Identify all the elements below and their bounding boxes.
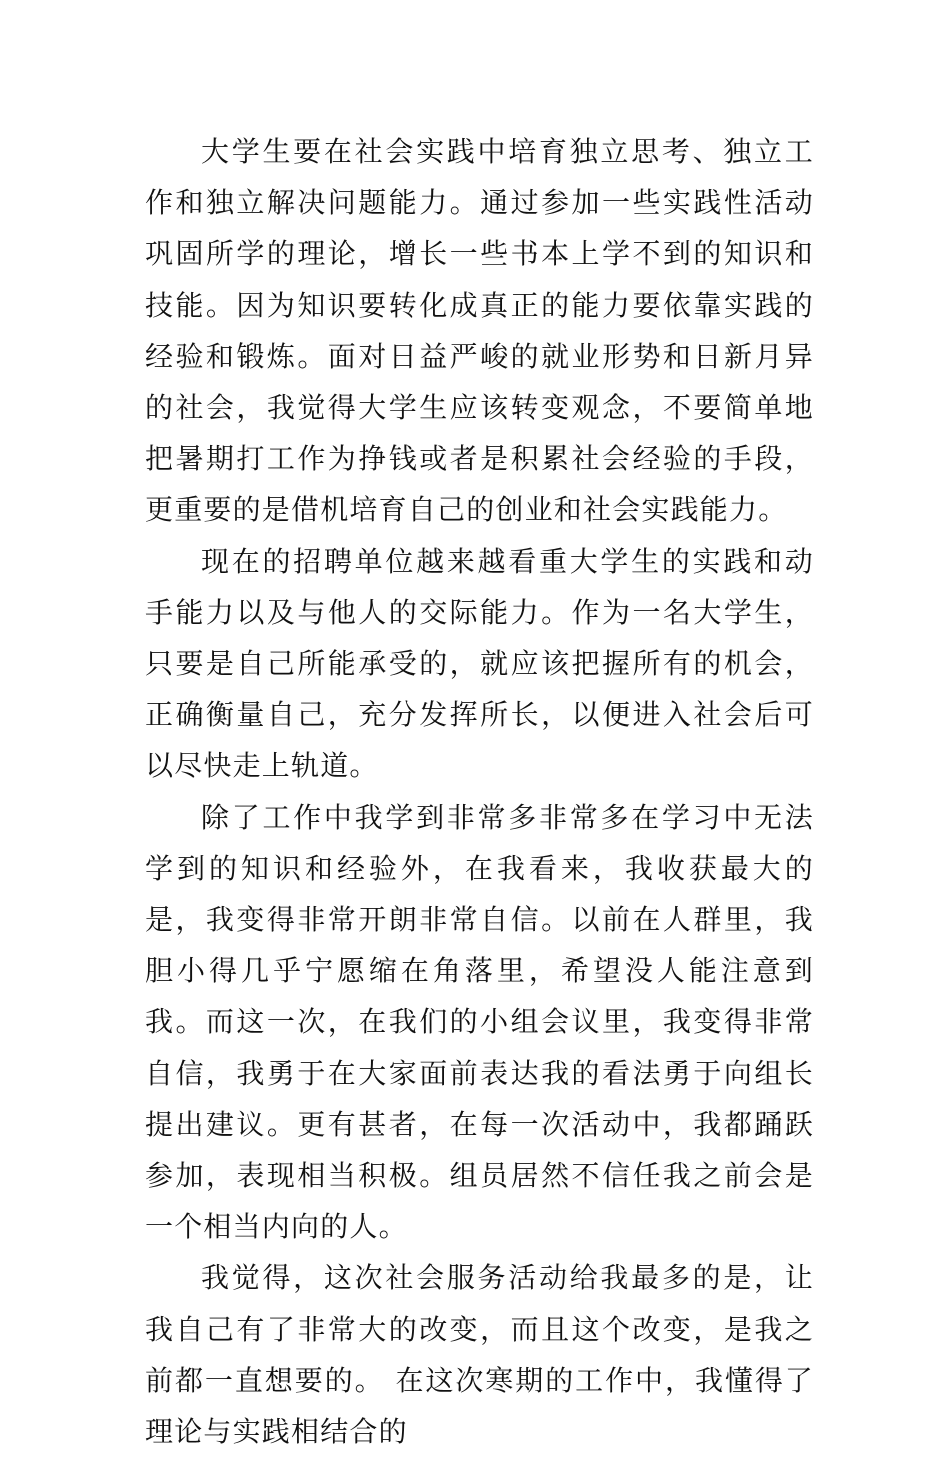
paragraph-3: 除了工作中我学到非常多非常多在学习中无法学到的知识和经验外，在我看来，我收获最大的是，我变得非常开朗非常自信。以前在人群里，我胆小得几乎宁愿缩在角落里，希望没人能注意到我。而这一次，在我们的小组会议里，我变得非常自信，我勇于在大家面前表达我的看法勇于向组长提出建议。更有甚者，在每一次活动中，我都踊跃参加，表现相当积极。组员居然不信任我之前会是一个相当内向的人。: [145, 800, 814, 1244]
paragraph-1: 大学生要在社会实践中培育独立思考、独立工作和独立解决问题能力。通过参加一些实践性活动巩固所学的理论，增长一些书本上学不到的知识和技能。因为知识要转化成真正的能力要依靠实践的经验和锻炼。面对日益严峻的就业形势和日新月异的社会，我觉得大学生应该转变观念，不要简单地把暑期打工作为挣钱或者是积累社会经验的手段，更重要的是借机培育自己的创业和社会实践能力。: [145, 135, 814, 527]
paragraph-2: 现在的招聘单位越来越看重大学生的实践和动手能力以及与他人的交际能力。作为一名大学生，只要是自己所能承受的，就应该把握所有的机会，正确衡量自己，充分发挥所长，以便进入社会后可以尽快走上轨道。: [145, 544, 814, 783]
paragraph-4: 我觉得，这次社会服务活动给我最多的是，让我自己有了非常大的改变，而且这个改变，是我之前都一直想要的。 在这次寒期的工作中，我懂得了理论与实践相结合的: [145, 1261, 814, 1449]
